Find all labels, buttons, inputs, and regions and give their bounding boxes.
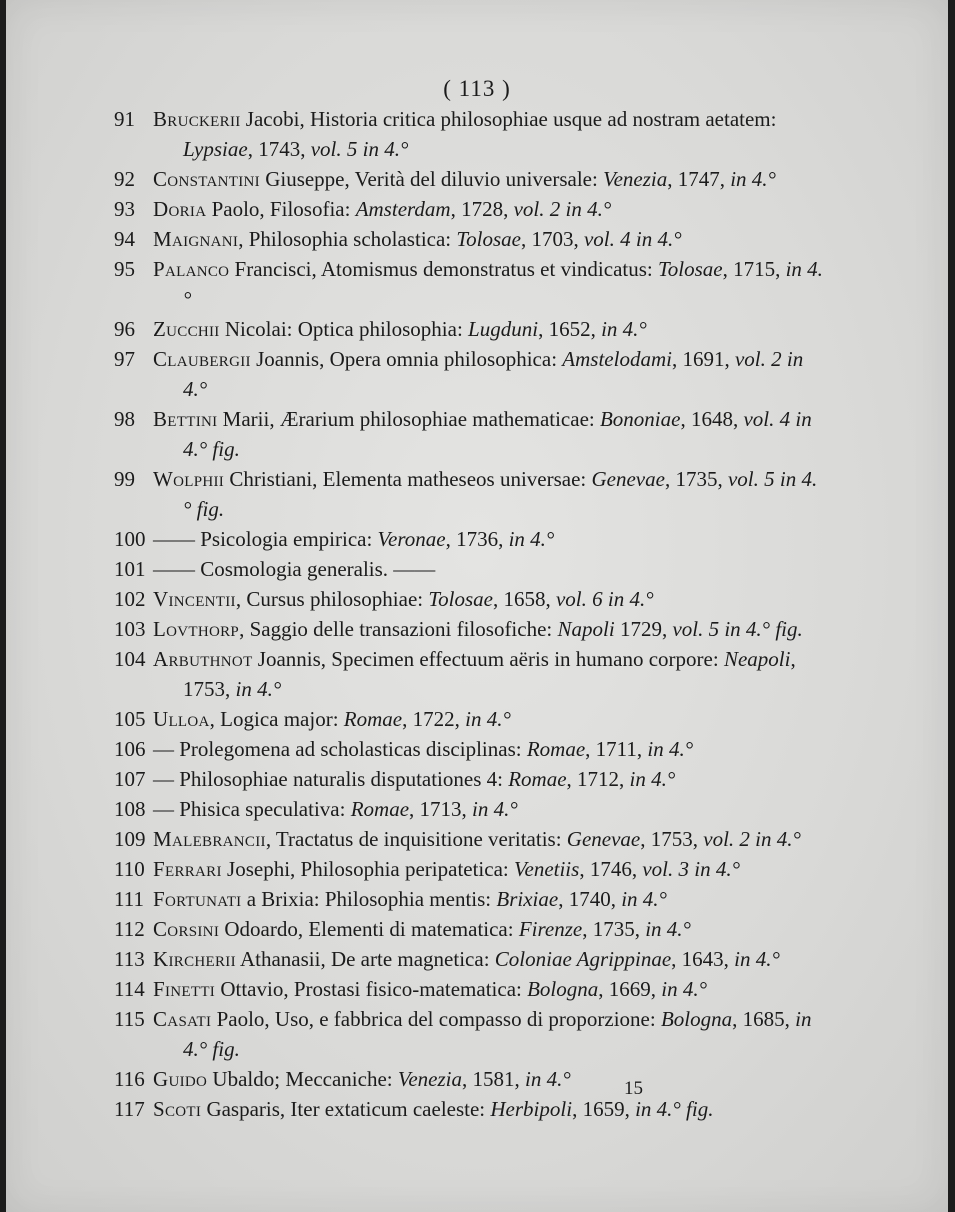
entry-number: 111	[114, 887, 144, 911]
entry-year: , 1703,	[520, 227, 584, 251]
entry-year: , 1736,	[445, 527, 509, 551]
bibliography-entry	[6, 944, 948, 974]
entry-number: 113	[114, 947, 145, 971]
entry-format: in 4.°	[645, 917, 691, 941]
entry-place: Venezia	[397, 1067, 462, 1091]
entry-number: 102	[114, 587, 146, 611]
entry-place: Romae	[508, 767, 567, 791]
bibliography-entry	[6, 254, 948, 314]
entry-title: —— Psicologia empirica:	[153, 527, 378, 551]
entry-place: Herbipoli	[490, 1097, 573, 1121]
entry-text	[153, 734, 823, 764]
entry-format: in 4.°	[647, 737, 694, 761]
entry-title: Nicolai: Optica philosophia:	[219, 317, 469, 341]
signature-mark: 15	[624, 1078, 643, 1099]
entry-year: , 1722,	[402, 707, 466, 731]
bibliography-entry	[6, 974, 948, 1004]
entry-number: 97	[114, 347, 135, 371]
entry-format: in 4.° fig.	[635, 1097, 714, 1121]
entry-year: , 1685,	[732, 1007, 796, 1031]
entry-author: Guido	[153, 1067, 208, 1091]
entry-title: — Phisica speculativa:	[153, 797, 351, 821]
bibliography-entry	[6, 554, 948, 584]
entry-title: Jacobi, Historia critica philosophiae usque ad nostram aetatem:	[240, 107, 777, 131]
entry-title: , Philosophia scholastica:	[238, 227, 457, 251]
bibliography-entry	[6, 854, 948, 884]
entry-year: , 1735,	[664, 467, 728, 491]
entry-format: in 4.°	[508, 527, 555, 551]
bibliography-entry	[6, 524, 948, 554]
entry-text	[153, 464, 823, 524]
entry-author: Doria	[153, 197, 207, 221]
bibliography-entry	[6, 164, 948, 194]
entry-title: , Tractatus de inquisitione veritatis:	[265, 827, 567, 851]
entry-title: , Saggio delle transazioni filosofiche:	[239, 617, 558, 641]
entry-number: 106	[114, 737, 146, 761]
entry-author: Scoti	[153, 1097, 202, 1121]
entry-number: 110	[114, 857, 145, 881]
bibliography-entry	[6, 764, 948, 794]
entry-text	[153, 704, 823, 734]
entry-format: vol. 4 in 4.° fig.	[183, 407, 812, 461]
entry-author: Zucchii	[153, 317, 220, 341]
entry-author: Vincentii	[153, 587, 236, 611]
entry-format: in 4.°	[465, 707, 511, 731]
entry-author: Maignani	[153, 227, 239, 251]
entry-number: 99	[114, 467, 135, 491]
entry-place: Bologna	[660, 1007, 733, 1031]
entry-number: 115	[114, 1007, 145, 1031]
entry-number: 107	[114, 767, 146, 791]
entry-text	[153, 854, 823, 884]
entry-format: vol. 5 in 4.° fig.	[183, 467, 818, 521]
entry-title: Ottavio, Prostasi fisico-matematica:	[215, 977, 528, 1001]
entry-year: , 1712,	[566, 767, 630, 791]
entry-author: Fortunati	[153, 887, 242, 911]
entry-year: , 1746,	[579, 857, 643, 881]
entry-text	[153, 254, 823, 314]
entry-title: Gasparis, Iter extaticum caeleste:	[201, 1097, 491, 1121]
entry-number: 92	[114, 167, 135, 191]
entry-year: , 1711,	[585, 737, 648, 761]
entry-place: Neapoli	[723, 647, 791, 671]
entry-text	[153, 194, 823, 224]
entry-text	[153, 974, 823, 1004]
entry-text	[153, 344, 823, 404]
entry-author: Constantini	[153, 167, 260, 191]
bibliography-entry	[6, 404, 948, 464]
bibliography-entry	[6, 734, 948, 764]
entry-year: , 1735,	[582, 917, 646, 941]
entry-place: Firenze	[518, 917, 583, 941]
entry-place: Genevae	[566, 827, 641, 851]
entry-year: , 1740,	[558, 887, 622, 911]
entry-place: Lugduni	[468, 317, 539, 341]
entry-format: vol. 2 in 4.°	[703, 827, 801, 851]
entry-place: Tolosae	[456, 227, 521, 251]
entry-format: vol. 2 in 4.°	[513, 197, 612, 221]
entry-year: , 1728,	[450, 197, 514, 221]
entry-place: Venetiis	[514, 857, 580, 881]
entry-text	[153, 944, 823, 974]
entry-title: , Logica major:	[209, 707, 344, 731]
entry-format: in 4.°	[734, 947, 780, 971]
entry-number: 109	[114, 827, 146, 851]
entry-format: in 4.°	[235, 677, 282, 701]
entry-text	[153, 614, 823, 644]
entry-number: 95	[114, 257, 135, 281]
bibliography-entry	[6, 194, 948, 224]
entry-format: vol. 5 in 4.°	[310, 137, 409, 161]
entry-number: 94	[114, 227, 135, 251]
entry-format: vol. 5 in 4.° fig.	[672, 617, 803, 641]
entry-year: , 1643,	[671, 947, 735, 971]
entry-number: 96	[114, 317, 135, 341]
entry-title: , Cursus philosophiae:	[235, 587, 429, 611]
entry-title: Christiani, Elementa matheseos universae:	[224, 467, 592, 491]
entry-number: 108	[114, 797, 146, 821]
entry-place: Amstelodami	[562, 347, 672, 371]
entry-place: Genevae	[591, 467, 665, 491]
entry-title: — Philosophiae naturalis disputationes 4:	[153, 767, 509, 791]
entry-year: , 1753,	[640, 827, 704, 851]
entry-author: Finetti	[153, 977, 216, 1001]
entry-place: Venezia	[603, 167, 668, 191]
entry-format: in 4.°	[621, 887, 667, 911]
entry-place: Romae	[343, 707, 403, 731]
entry-place: Amsterdam	[355, 197, 451, 221]
entry-year: , 1743,	[247, 137, 311, 161]
entry-place: Tolosae	[658, 257, 723, 281]
entry-title: — Prolegomena ad scholasticas disciplinas:	[153, 737, 527, 761]
bibliography-entry	[6, 1094, 948, 1124]
entry-place: Coloniae Agrippinae	[494, 947, 672, 971]
entry-format: in 4.° fig.	[183, 1007, 812, 1061]
bibliography-entry	[6, 314, 948, 344]
entry-place: Bononiae	[599, 407, 681, 431]
entry-year: , 1713,	[409, 797, 473, 821]
entry-title: Athanasii, De arte magnetica:	[235, 947, 495, 971]
entry-text	[153, 824, 823, 854]
entry-number: 101	[114, 557, 146, 581]
entry-title: Francisci, Atomismus demonstratus et vindicatus:	[229, 257, 658, 281]
bibliography-entry	[6, 704, 948, 734]
entry-title: Joannis, Opera omnia philosophica:	[250, 347, 563, 371]
entry-title: Joannis, Specimen effectuum aëris in humano corpore:	[252, 647, 724, 671]
entry-text	[153, 524, 823, 554]
entry-author: Malebrancii	[153, 827, 266, 851]
entry-place: Napoli	[557, 617, 615, 641]
page-number: ( 113 )	[443, 76, 511, 101]
entry-format: vol. 4 in 4.°	[583, 227, 682, 251]
entry-format: in 4.°	[661, 977, 708, 1001]
entry-place: Romae	[350, 797, 410, 821]
entry-title: Giuseppe, Verità del diluvio universale:	[259, 167, 604, 191]
entry-year: , 1659,	[572, 1097, 636, 1121]
bibliography-entry	[6, 644, 948, 704]
entry-place: Veronae	[377, 527, 446, 551]
bibliography-entry	[6, 464, 948, 524]
bibliography-entry	[6, 914, 948, 944]
bibliography-entry	[6, 584, 948, 614]
entry-text	[153, 404, 823, 464]
entry-title: Josephi, Philosophia peripatetica:	[221, 857, 514, 881]
bibliography-entry	[6, 884, 948, 914]
entry-title: Paolo, Filosofia:	[206, 197, 356, 221]
entry-text	[153, 884, 823, 914]
entry-author: Wolphii	[153, 467, 225, 491]
bibliography-entry	[6, 1004, 948, 1064]
entry-author: Claubergii	[153, 347, 251, 371]
entry-format: in 4.°	[629, 767, 676, 791]
entry-text	[153, 104, 823, 164]
entry-author: Ulloa	[153, 707, 210, 731]
entry-number: 104	[114, 647, 146, 671]
entry-title: Odoardo, Elementi di matematica:	[219, 917, 519, 941]
entry-title: a Brixia: Philosophia mentis:	[241, 887, 497, 911]
book-page	[6, 0, 948, 1212]
entry-place: Brixiae	[496, 887, 559, 911]
entry-place: Tolosae	[428, 587, 493, 611]
entry-year: , 1581,	[462, 1067, 525, 1091]
entry-author: Lovthorp	[153, 617, 240, 641]
entry-author: Corsini	[153, 917, 220, 941]
entry-number: 103	[114, 617, 146, 641]
entry-title: Marii, Ærarium philosophiae mathematicae:	[217, 407, 600, 431]
entry-format: vol. 6 in 4.°	[555, 587, 654, 611]
entry-text	[153, 1004, 823, 1064]
entry-text	[153, 764, 823, 794]
entry-year: , 1747,	[667, 167, 731, 191]
entry-author: Ferrari	[153, 857, 222, 881]
entry-title: Ubaldo; Meccaniche:	[207, 1067, 398, 1091]
entry-number: 105	[114, 707, 146, 731]
entry-text	[153, 1094, 823, 1124]
entry-year: , 1691,	[671, 347, 735, 371]
entry-year: , 1669,	[598, 977, 662, 1001]
entry-author: Kircherii	[153, 947, 236, 971]
entry-place: Bologna	[527, 977, 599, 1001]
entry-number: 100	[114, 527, 146, 551]
entry-number: 98	[114, 407, 135, 431]
entry-number: 93	[114, 197, 135, 221]
entry-year: , 1648,	[680, 407, 744, 431]
entry-year: , 1652,	[538, 317, 602, 341]
entry-text	[153, 164, 823, 194]
entry-text	[153, 314, 823, 344]
entry-number: 117	[114, 1097, 145, 1121]
entry-text	[153, 224, 823, 254]
entry-number: 112	[114, 917, 145, 941]
entry-year: , 1715,	[722, 257, 786, 281]
entry-author: Palanco	[153, 257, 230, 281]
entry-title: Paolo, Uso, e fabbrica del compasso di proporzione:	[211, 1007, 661, 1031]
entry-format: in 4.°	[730, 167, 776, 191]
entry-year: 1729,	[614, 617, 673, 641]
entry-format: vol. 2 in 4.°	[183, 347, 804, 401]
entry-text	[153, 794, 823, 824]
entry-number: 91	[114, 107, 135, 131]
entry-number: 116	[114, 1067, 145, 1091]
entry-title: —— Cosmologia generalis. ——	[153, 557, 436, 581]
entry-author: Arbuthnot	[153, 647, 253, 671]
entry-format: in 4.°	[525, 1067, 571, 1091]
bibliography-entry	[6, 1064, 948, 1094]
entry-number: 114	[114, 977, 145, 1001]
bibliography-entry	[6, 224, 948, 254]
entry-format: in 4.°	[601, 317, 647, 341]
entry-format: vol. 3 in 4.°	[642, 857, 740, 881]
entry-text	[153, 584, 823, 614]
entry-format: in 4.°	[472, 797, 518, 821]
entry-year: , 1753,	[183, 647, 796, 701]
bibliography-entry	[6, 614, 948, 644]
entry-format: in 4.°	[183, 257, 823, 311]
entry-year: , 1658,	[492, 587, 556, 611]
entry-place: Romae	[526, 737, 586, 761]
entry-text	[153, 644, 823, 704]
bibliography-list	[6, 104, 948, 1124]
bibliography-entry	[6, 794, 948, 824]
entry-author: Casati	[153, 1007, 212, 1031]
entry-text	[153, 1064, 823, 1094]
entry-author: Bettini	[153, 407, 218, 431]
bibliography-entry	[6, 824, 948, 854]
bibliography-entry	[6, 344, 948, 404]
entry-text	[153, 914, 823, 944]
entry-place: Lypsiae	[183, 137, 248, 161]
entry-author: Bruckerii	[153, 107, 241, 131]
entry-text	[153, 554, 823, 584]
bibliography-entry	[6, 104, 948, 164]
